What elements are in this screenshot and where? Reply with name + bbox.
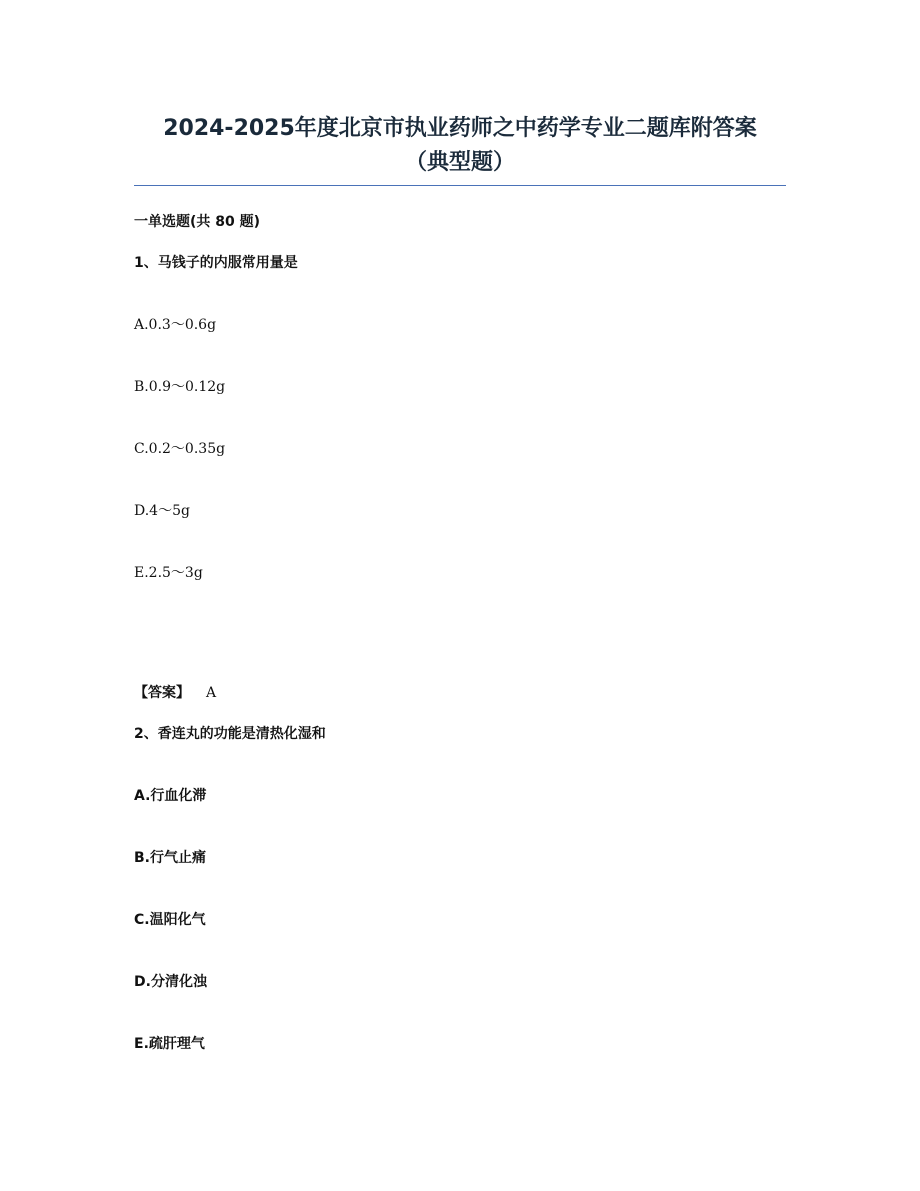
question-1-answer [134, 683, 216, 703]
question-2-stem: 2、香连丸的功能是清热化湿和 [134, 726, 326, 742]
question-2-option-a: A.行血化滞 [134, 788, 207, 804]
title-divider [134, 185, 786, 186]
question-2-option-b: B.行气止痛 [134, 850, 206, 866]
question-1-stem: 1、马钱子的内服常用量是 [134, 255, 298, 271]
document-title [134, 112, 786, 180]
question-1-option-c: C.0.2～0.35g [134, 441, 226, 457]
question-1-option-b: B.0.9～0.12g [134, 379, 226, 395]
question-1-option-a: A.0.3～0.6g [134, 317, 217, 333]
title-line-2: （典型题） [404, 150, 515, 175]
question-1-option-e: E.2.5～3g [134, 565, 203, 581]
question-2-option-d: D.分清化浊 [134, 974, 207, 990]
section-heading: 一单选题(共 80 题) [134, 214, 261, 230]
answer-value: A [206, 685, 217, 701]
question-2-option-c: C.温阳化气 [134, 912, 206, 928]
answer-label: 【答案】 [134, 685, 190, 701]
title-line-1: 2024-2025年度北京市执业药师之中药学专业二题库附答案 [163, 116, 757, 141]
question-2-option-e: E.疏肝理气 [134, 1036, 205, 1052]
question-1-option-d: D.4～5g [134, 503, 190, 519]
